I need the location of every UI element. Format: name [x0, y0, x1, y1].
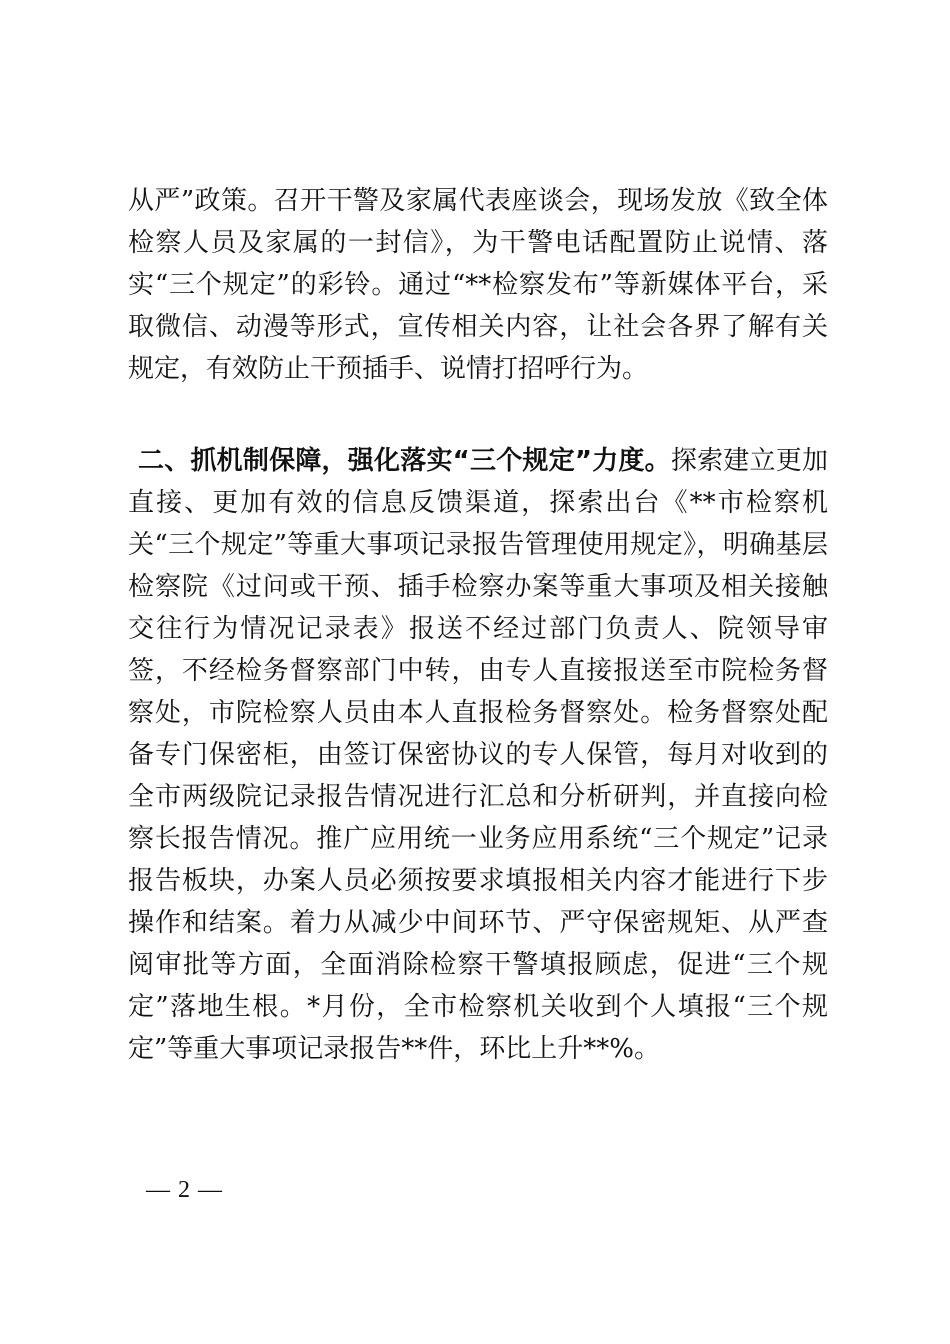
section-heading: 二、抓机制保障，强化落实“三个规定”力度。 — [138, 446, 671, 476]
paragraph-text: 探索建立更加直接、更加有效的信息反馈渠道，探索出台《**市检察机关“三个规定”等重大事项记录报告管理使用规定》，明确基层检察院《过问或干预、插手检察办案等重大事项及相关接触交往行为情况记录表》报送不经过部门负责人、院领导审签，不经检务督察部门中转，由专人直接报送至市院检务督察处，市院检察人员由本人直报检务督察处。检务督察处配备专门保密柜，由签订保密协议的专人保管，每月对收到的全市两级院记录报告情况进行汇总和分析研判，并直接向检察长报告情况。推广应用统一业务应用系统“三个规定”记录报告板块，办案人员必须按要求填报相关内容才能进行下步操作和结案。着力从减少中间环节、严守保密规矩、从严查阅审批等方面，全面消除检察干警填报顾虑，促进“三个规定”落地生根。*月份，全市检察机关收到个人填报“三个规定”等重大事项记录报告**件，环比上升**%。 — [128, 446, 828, 1064]
paragraph-policy-publicity — [128, 180, 828, 390]
page-number: — 2 — — [146, 1177, 223, 1203]
paragraph-mechanism-guarantee — [128, 440, 828, 1070]
paragraph-text: 从严”政策。召开干警及家属代表座谈会，现场发放《致全体检察人员及家属的一封信》，为干警电话配置防止说情、落实“三个规定”的彩铃。通过“**检察发布”等新媒体平台，采取微信、动漫等形式，宣传相关内容，让社会各界了解有关规定，有效防止干预插手、说情打招呼行为。 — [128, 186, 828, 384]
